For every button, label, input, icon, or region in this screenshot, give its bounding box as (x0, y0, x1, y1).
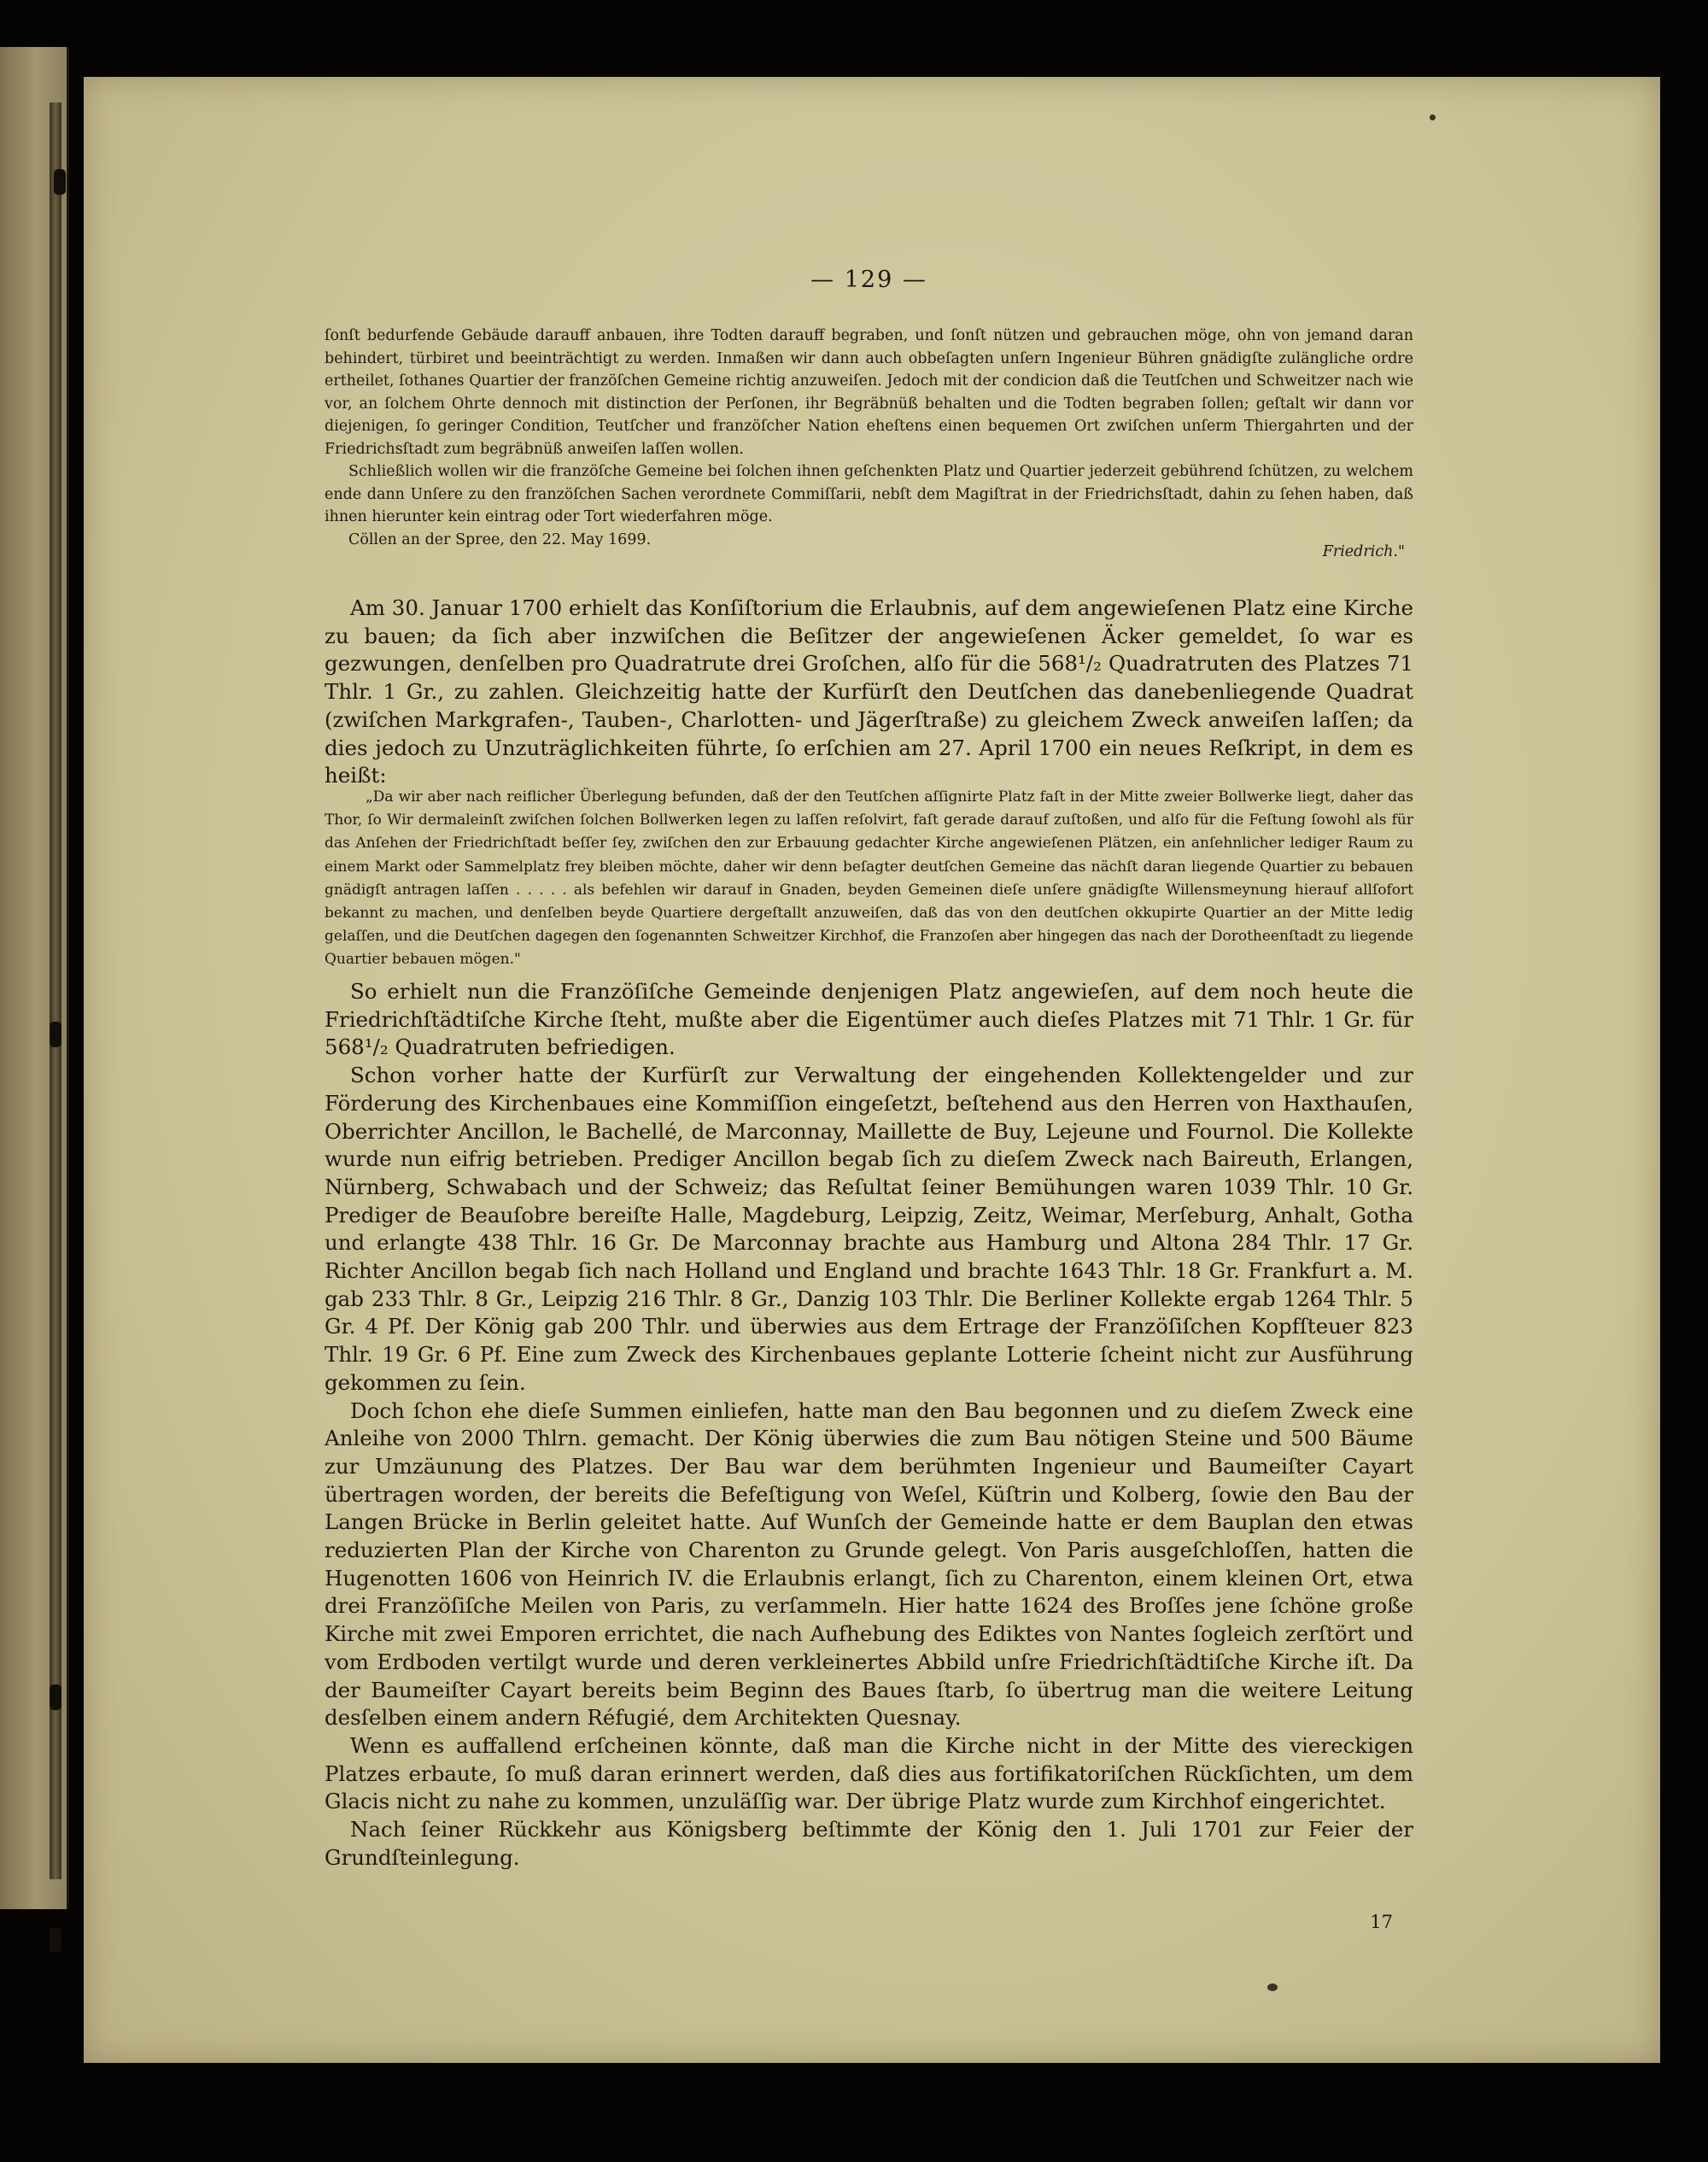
signature-mark: 17 (1370, 1912, 1393, 1932)
quote-signature: Friedrich." (1322, 543, 1405, 560)
body-section (325, 978, 1413, 1872)
binding-thread (50, 1684, 61, 1710)
paper-stain (1267, 1983, 1278, 1991)
binding-thread (50, 1927, 61, 1953)
decree-quote (325, 325, 1413, 551)
binding-thread (50, 1022, 61, 1047)
paragraph-text: Doch ſchon ehe dieſe Summen einliefen, hatte man den Bau begonnen und zu dieſem Zweck eine Anleihe von 2000 Thlrn. gemacht. Der König überwies die zum Bau nötigen Steine und 500 Bäume zur Umzäunung des Platzes. Der Bau war dem berühmten Ingenieur und Baumeiſter Cayart übertragen worden, der bereits die Befeſtigung von Weſel, Küſtrin und Kolberg, ſowie den Bau der Langen Brücke in Berlin geleitet hatte. Auf Wunſch der Gemeinde hatte er dem Bauplan den etwas reduzierten Plan der Kirche von Charenton zu Grunde gelegt. Von Paris ausgeſchloſſen, hatten die Hugenotten 1606 von Heinrich IV. die Erlaubnis erlangt, ſich zu Charenton, einem kleinen Ort, etwa drei Franzöſiſche Meilen von Paris, zu verſammeln. Hier hatte 1624 des Broſſes jene ſchöne große Kirche mit zwei Emporen errichtet, die nach Aufhebung des Ediktes von Nantes ſogleich zerſtört und vom Erdboden vertilgt wurde und deren verkleinertes Abbild unſre Friedrichſtädtiſche Kirche iſt. Da der Baumeiſter Cayart bereits beim Beginn des Baues ſtarb, ſo übertrug man die weitere Leitung desſelben einem andern Réfugié, dem Architekten Quesnay. (325, 1397, 1413, 1731)
paragraph-text: So erhielt nun die Franzöſiſche Gemeinde denjenigen Platz angewieſen, auf dem noch heute die Friedrichſtädtiſche Kirche ſteht, mußte aber die Eigentümer auch dieſes Platzes mit 71 Thlr. 1 Gr. für 568¹/₂ Quadratruten befriedigen. (325, 979, 1413, 1060)
paragraph-text: Nach ſeiner Rückkehr aus Königsberg beſtimmte der König den 1. Juli 1701 zur Feier der Grundſteinlegung. (325, 1817, 1413, 1870)
paragraph-text: Am 30. Januar 1700 erhielt das Konſiſtorium die Erlaubnis, auf dem angewieſenen Platz eine Kirche zu bauen; da ſich aber inzwiſchen die Beſitzer der angewieſenen Äcker gemeldet, ſo war es gezwungen, denſelben pro Quadratrute drei Groſchen, alſo für die 568¹/₂ Quadratruten des Platzes 71 Thlr. 1 Gr., zu zahlen. Gleichzeitig hatte der Kurfürſt den Deutſchen das danebenliegende Quadrat (zwiſchen Markgrafen-, Tauben-, Charlotten- und Jägerſtraße) zu gleichem Zweck anweiſen laſſen; da dies jedoch zu Unzuträglichkeiten führte, ſo erſchien am 27. April 1700 ein neues Reſkript, in dem es heißt: (325, 595, 1413, 788)
paragraph-text: Schon vorher hatte der Kurfürſt zur Verwaltung der eingehenden Kollektengelder und zur Förderung des Kirchenbaues eine Kommiſſion eingeſetzt, beſtehend aus den Herren von Haxthauſen, Oberrichter Ancillon, le Bachellé, de Marconnay, Maillette de Buy, Lejeune und Fournol. Die Kollekte wurde nun eifrig betrieben. Prediger Ancillon begab ſich zu dieſem Zweck nach Baireuth, Erlangen, Nürnberg, Schwabach und der Schweiz; das Reſultat ſeiner Bemühungen waren 1039 Thlr. 10 Gr. Prediger de Beauſobre bereiſte Halle, Magdeburg, Leipzig, Zeitz, Weimar, Merſeburg, Anhalt, Gotha und erlangte 438 Thlr. 16 Gr. De Marconnay brachte aus Hamburg und Altona 284 Thlr. 17 Gr. Richter Ancillon begab ſich nach Holland und England und brachte 1643 Thlr. 18 Gr. Frankfurt a. M. gab 233 Thlr. 8 Gr., Leipzig 216 Thlr. 8 Gr., Danzig 103 Thlr. Die Berliner Kollekte ergab 1264 Thlr. 5 Gr. 4 Pf. Der König gab 200 Thlr. und überwies aus dem Ertrage der Franzöſiſchen Kopfſteuer 823 Thlr. 19 Gr. 6 Pf. Eine zum Zweck des Kirchenbaues geplante Lotterie ſcheint nicht zur Ausführung gekommen zu ſein. (325, 1063, 1413, 1395)
quote-paragraph: „Da wir aber nach reiflicher Überlegung befunden, daß der den Teutſchen aſſignirte Platz faſt in der Mitte zweier Bollwerke liegt, daher das Thor, ſo Wir dermaleinſt zwiſchen ſolchen Bollwerken legen zu laſſen reſolvirt, faſt gerade darauf zuſtoßen, und alſo für die Feſtung ſowohl als für das Anſehen der Friedrichſtadt beſſer ſey, zwiſchen den zur Erbauung gedachter Kirche angewieſenen Plätzen, ein anſehnlicher lediger Raum zu einem Markt oder Sammelplatz frey bleiben möchte, daher wir denn beſagter deutſchen Gemeine das nächſt daran liegende Quartier zu bebauen gnädigſt antragen laſſen . . . . . als befehlen wir darauf in Gnaden, beyden Gemeinen dieſe unſere gnädigſte Willensmeynung hierauf allſofort bekannt zu machen, und denſelben beyde Quartiere dergeſtallt anzuweiſen, daß das von den deutſchen okkupirte Quartier an der Mitte ledig gelaſſen, und die Deutſchen dagegen den ſogenannten Schweitzer Kirchhof, die Franzoſen aber hingegen das nach der Dorotheenſtadt zu liegende Quartier bebauen mögen." (325, 788, 1413, 969)
document-page (84, 77, 1660, 2063)
paper-stain (1430, 114, 1436, 120)
binding-thread (54, 169, 66, 195)
page-number: — 129 — (810, 267, 927, 293)
paragraph-text: Wenn es auffallend erſcheinen könnte, daß man die Kirche nicht in der Mitte des viereckigen Platzes erbaute, ſo muß daran erinnert werden, daß dies aus fortifikatoriſchen Rückſichten, um dem Glacis nicht zu nahe zu kommen, unzuläſſig war. Der übrige Platz wurde zum Kirchhof eingerichtet. (325, 1732, 1413, 1814)
quote-paragraph: ſonſt bedurfende Gebäude darauff anbauen, ihre Todten darauff begraben, und ſonſt nützen und gebrauchen möge, ohn von jemand daran behindert, türbiret und beeinträchtigt zu werden. Inmaßen wir dann auch obbeſagten unſern Ingenieur Bühren gnädigſte zulängliche ordre ertheilet, ſothanes Quartier der franzöſchen Gemeine richtig anzuweiſen. Jedoch mit der condicion daß die Teutſchen und Schweitzer nach wie vor, an ſolchem Ohrte dennoch mit distinction der Perſonen, ihr Begräbnüß behalten und die Todten begraben ſollen; geſtalt wir dann vor diejenigen, ſo geringer Condition, Teutſcher und franzöſcher Nation eheſtens einen bequemen Ort zwiſchen unſerm Thiergahrten und der Friedrichsſtadt zum begräbnüß anweiſen laſſen wollen. (325, 327, 1413, 458)
book-spine (50, 103, 61, 1879)
quote-dateline: Cöllen an der Spree, den 22. May 1699. (348, 530, 652, 548)
rescript-quote (325, 786, 1413, 972)
body-paragraph (325, 595, 1413, 790)
quote-paragraph: Schließlich wollen wir die franzöſche Gemeine bei ſolchen ihnen geſchenkten Platz und Quartier jederzeit gebührend ſchützen, zu welchem ende dann Unſere zu den franzöſchen Sachen verordnete Commiſſarii, nebſt dem Magiſtrat in der Friedrichsſtadt, dahin zu ſehen haben, daß ihnen hierunter kein eintrag oder Tort wiederfahren möge. (325, 463, 1413, 525)
